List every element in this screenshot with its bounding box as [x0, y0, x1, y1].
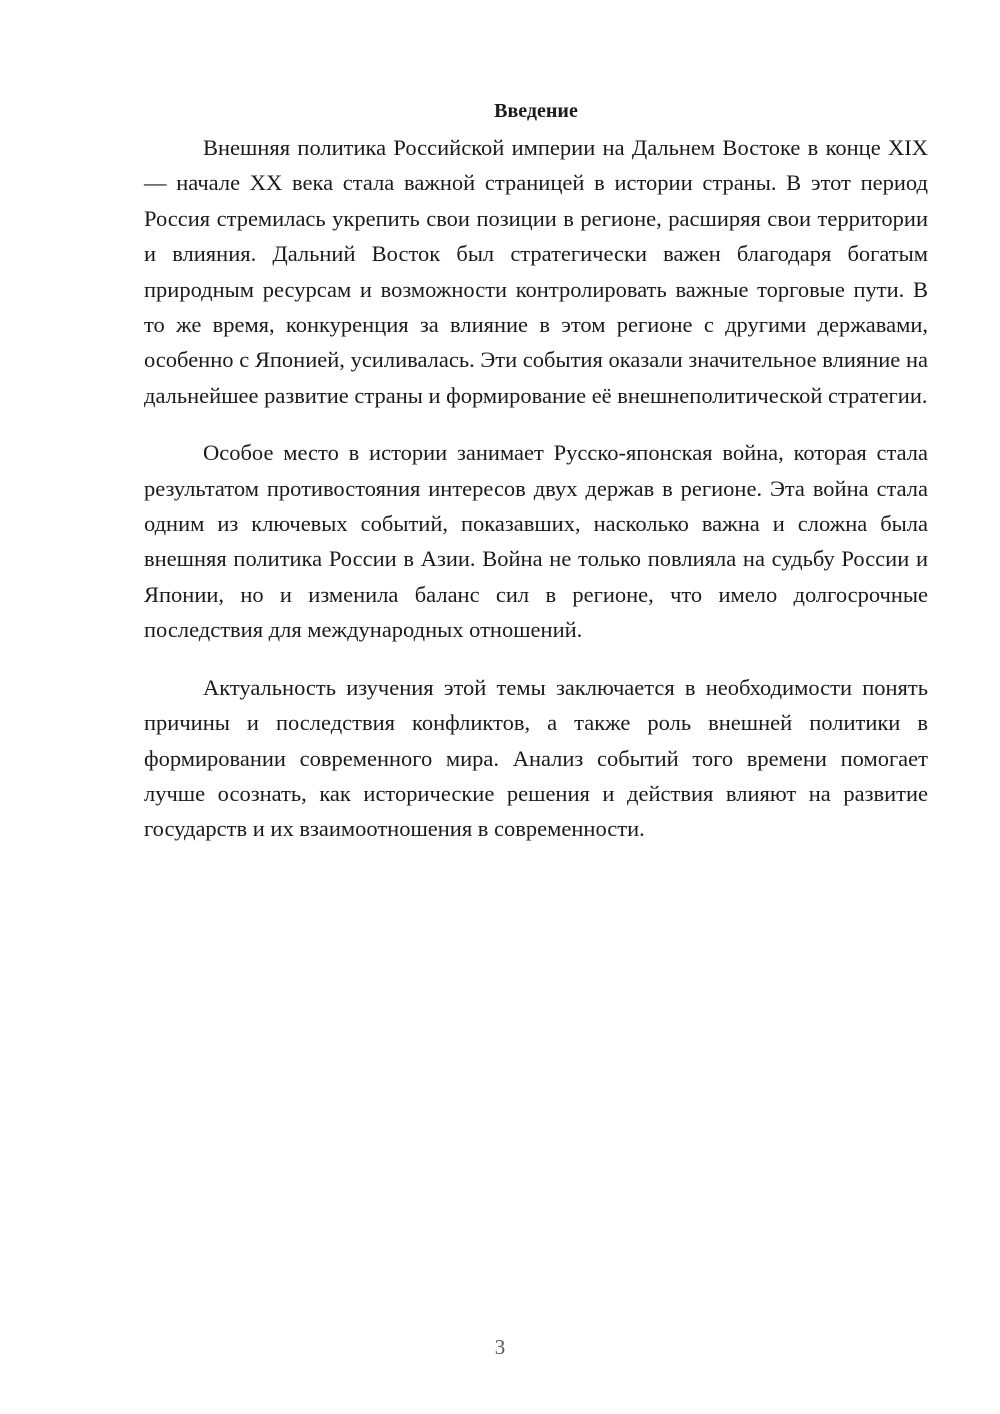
page-content: [144, 96, 928, 869]
page-number: 3: [494, 1335, 506, 1359]
paragraph-3: Актуальность изучения этой темы заключается в необходимости понять причины и последствия конфликтов, а также роль внешней политики в формировании современного мира. Анализ событий того времени помогает лучше осознать, как исторические решения и действия влияют на развитие государств и их взаимоотношения в современности.: [144, 674, 928, 842]
paragraph-1: Внешняя политика Российской империи на Дальнем Востоке в конце XIX — начале XX века стала важной страницей в истории страны. В этот период Россия стремилась укрепить свои позиции в регионе, расширяя свои территории и влияния. Дальний Восток был стратегически важен благодаря богатым природным ресурсам и возможности контролировать важные торговые пути. В то же время, конкуренция за влияние в этом регионе с другими державами, особенно с Японией, усиливалась. Эти события оказали значительное влияние на дальнейшее развитие страны и формирование её внешнеполитической стратегии.: [144, 135, 928, 408]
section-title: Введение: [494, 100, 578, 122]
paragraph-2: Особое место в истории занимает Русско-японская война, которая стала результатом противостояния интересов двух держав в регионе. Эта война стала одним из ключевых событий, показавших, насколько важна и сложна была внешняя политика России в Азии. Война не только повлияла на судьбу России и Японии, но и изменила баланс сил в регионе, что имело долгосрочные последствия для международных отношений.: [144, 440, 928, 643]
